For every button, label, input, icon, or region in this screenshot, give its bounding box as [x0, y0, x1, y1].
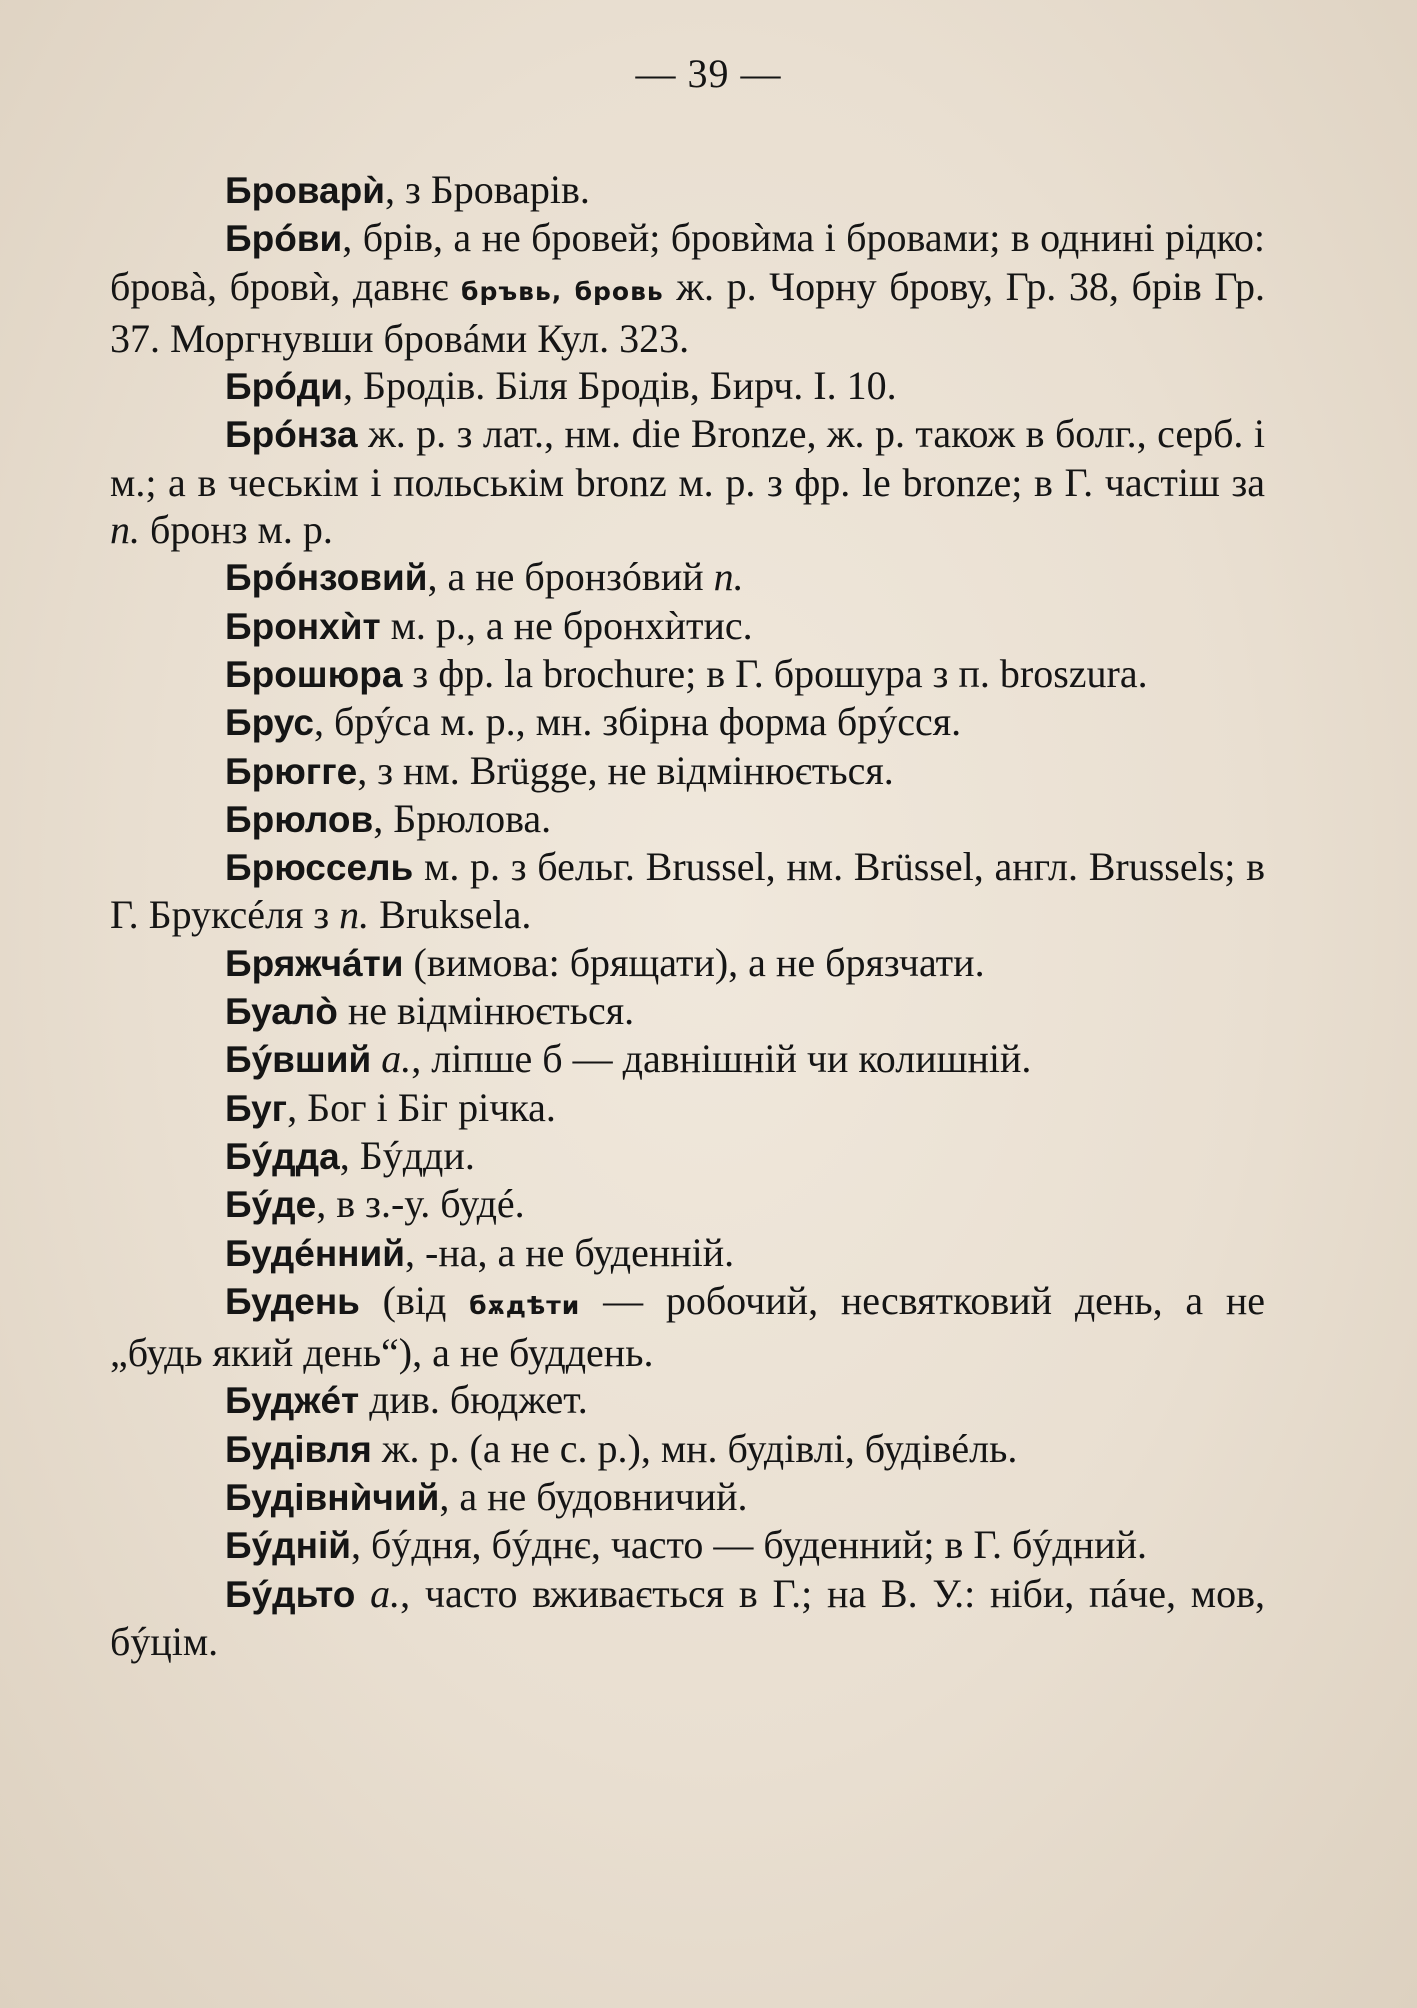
entry-headword: Буалò [225, 991, 338, 1033]
dictionary-entry [110, 166, 1265, 214]
abbreviation: а. [355, 1570, 401, 1616]
entry-text: , Бродів. Біля Бродів, Бирч. І. 10. [343, 363, 897, 409]
entry-headword: Брошюра [225, 653, 403, 695]
dictionary-entry [110, 1570, 1265, 1666]
entry-text: ж. р. Чорну брову, Гр. 38, брів Гр. 37. Моргнувши бровáми Кул. 323. [110, 263, 1266, 361]
entry-text: , бýдня, бýднє, часто — буденний; в Г. бýдний. [351, 1522, 1147, 1568]
dictionary-entry [110, 1521, 1265, 1569]
entry-text: — робочий, несвятковий день, а не „будь який день“), а не буддень. [110, 1277, 1265, 1376]
dictionary-entry [110, 1425, 1265, 1473]
entry-text: , -на, а не буденній. [405, 1229, 735, 1275]
entry-headword: Будéнний [225, 1232, 406, 1274]
abbreviation: п. [713, 554, 744, 600]
dictionary-entry [110, 987, 1265, 1035]
dictionary-entry [110, 939, 1265, 987]
entry-text: (вимова: брящати), а не брязчати. [403, 939, 985, 985]
entry-text: , з нм. Brügge, не відмінюється. [357, 747, 894, 793]
old-slavonic-form: бръвь, бровь [461, 276, 664, 306]
entry-headword: Брус [225, 702, 314, 744]
dictionary-entry [110, 362, 1265, 410]
entry-headword: Бýдній [225, 1525, 352, 1567]
entry-text: Bruksela. [369, 892, 532, 938]
entry-headword: Брюссель [225, 847, 414, 889]
entry-headword: Бряжчáти [225, 942, 404, 984]
abbreviation: п. [110, 507, 140, 553]
dictionary-entry [110, 1473, 1265, 1521]
entry-headword: Будень [225, 1280, 360, 1322]
entry-text: (від [359, 1277, 470, 1323]
entry-text: , часто вживається в Г.; на В. У.: ніби, пáче, мов, бýцім. [110, 1570, 1265, 1664]
entry-text: , а не будовничий. [439, 1474, 748, 1520]
entry-text: не відмінюється. [337, 988, 635, 1034]
entry-headword: Брóди [225, 366, 344, 408]
entry-text: , ліпше б — давнішній чи колишній. [411, 1036, 1032, 1082]
dictionary-entry [110, 1180, 1265, 1228]
entry-headword: Будівнѝчий [225, 1477, 440, 1519]
dictionary-entry [110, 1277, 1265, 1377]
entry-text: м. р., а не бронхѝтис. [380, 602, 753, 648]
entry-headword: Брюгге [225, 750, 358, 792]
entry-text: м. р. з бельг. Brussel, нм. Brüssel, англ. Brussels; в Г. Бруксéля з [110, 844, 1265, 938]
entry-headword: Бýдьто [225, 1573, 356, 1615]
entry-headword: Буджéт [225, 1380, 360, 1422]
entry-headword: Брóви [225, 218, 343, 260]
dictionary-entry [110, 214, 1265, 362]
entry-headword: Бýвший [225, 1039, 372, 1081]
entry-headword: Бýде [225, 1184, 317, 1226]
entry-text: ж. р. (а не с. р.), мн. будівлі, будівéль. [371, 1425, 1018, 1471]
entry-text: , Бог і Біг річка. [287, 1084, 556, 1130]
entry-headword: Буг [225, 1087, 288, 1129]
entry-headword: Будівля [225, 1428, 372, 1470]
entry-headword: Брóнза [225, 414, 358, 456]
dictionary-entry [110, 1229, 1265, 1277]
page-number: — 39 — [635, 51, 782, 96]
dictionary-entry [110, 1376, 1265, 1424]
dictionary-entry [110, 843, 1265, 939]
dictionary-entry [110, 698, 1265, 746]
abbreviation: п. [339, 892, 370, 938]
entry-text: , брýса м. р., мн. збірна форма брýсся. [313, 699, 962, 745]
entry-text: , а не бронзóвий [427, 554, 714, 600]
entry-text: , в з.-у. будé. [316, 1181, 525, 1227]
entry-text: з фр. la brochure; в Г. брошура з п. broszura. [402, 650, 1148, 696]
entry-headword: Брюлов [225, 798, 374, 840]
entry-headword: Бýдда [225, 1135, 340, 1177]
dictionary-entry [110, 602, 1265, 650]
old-slavonic-form: бѫдѣти [469, 1290, 581, 1320]
entry-text: , брів, а не бровей; бровѝма і бровами; в однині рідко: бровà, бровѝ, давнє [110, 215, 1265, 309]
dictionary-entry [110, 747, 1265, 795]
dictionary-entry [110, 650, 1265, 698]
entry-text: , з Броварів. [384, 167, 590, 212]
entry-text: бронз м. р. [140, 507, 333, 553]
dictionary-entry [110, 1035, 1265, 1083]
entry-headword: Бронхѝт [225, 605, 381, 647]
dictionary-entry [110, 1132, 1265, 1180]
entry-text: , Бýдди. [339, 1132, 475, 1178]
entry-text: ж. р. з лат., нм. die Bronze, ж. р. також в болг., серб. і м.; а в чеськім і польськім bronz м. р. з фр. le bronze; в Г. частіш за [110, 411, 1265, 505]
dictionary-text [110, 166, 1265, 1665]
dictionary-entry [110, 410, 1265, 553]
dictionary-entry [110, 795, 1265, 843]
entry-text: , Брюлова. [373, 795, 552, 841]
entry-headword: Броварѝ [225, 170, 385, 211]
entry-text: див. бюджет. [359, 1377, 588, 1423]
dictionary-entry [110, 1084, 1265, 1132]
dictionary-entry [110, 553, 1265, 601]
abbreviation: а. [371, 1036, 412, 1082]
entry-headword: Брóнзовий [225, 557, 428, 599]
